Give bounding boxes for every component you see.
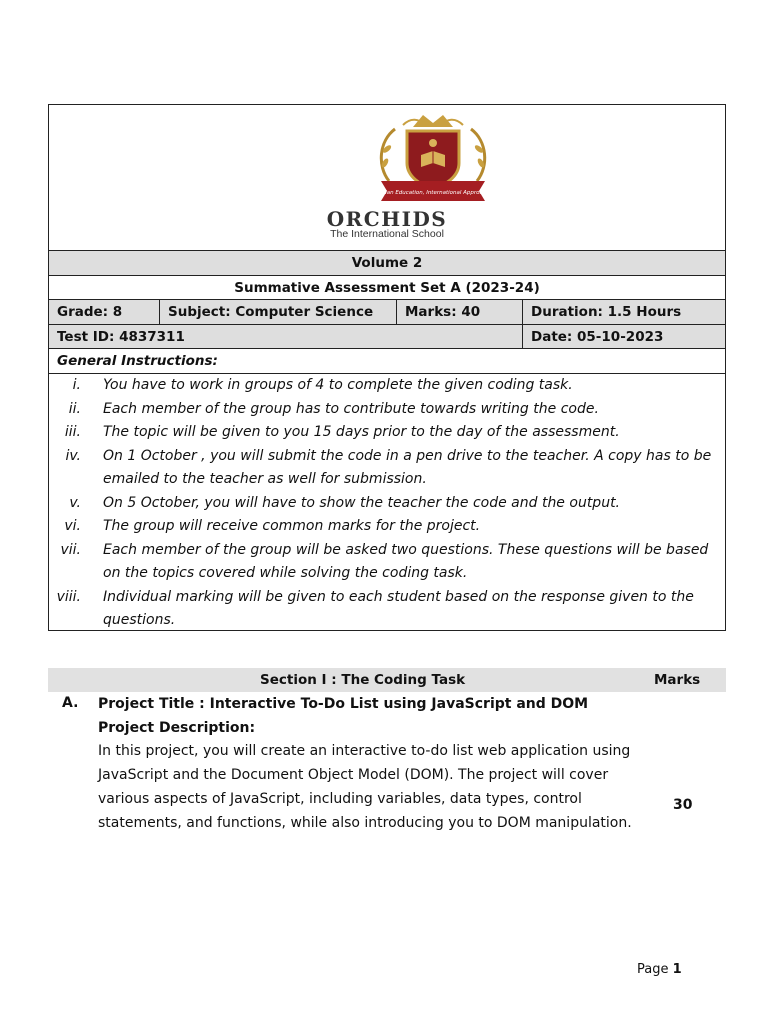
instruction-item bbox=[49, 374, 725, 398]
question-marks: 30 bbox=[673, 797, 693, 813]
instruction-text: You have to work in groups of 4 to complete the given coding task. bbox=[103, 377, 573, 393]
project-title: Project Title : Interactive To-Do List using JavaScript and DOM bbox=[98, 696, 589, 712]
instruction-item bbox=[49, 492, 725, 516]
project-description: In this project, you will create an interactive to-do list web application using JavaScript and the Document Object Model (DOM). The project will cover various aspects of JavaScript, including variables, data types, control statements, and functions, while also introducing you to DOM manipulation. bbox=[98, 743, 632, 831]
instruction-number: viii. bbox=[56, 588, 81, 605]
details-row bbox=[49, 300, 725, 325]
header-box bbox=[48, 104, 726, 631]
testid-row bbox=[49, 325, 725, 349]
page-number bbox=[637, 962, 682, 977]
assessment-row bbox=[49, 276, 725, 300]
instruction-text: Individual marking will be given to each student based on the response given to the questions. bbox=[103, 588, 694, 628]
instruction-text: The topic will be given to you 15 days prior to the day of the assessment. bbox=[103, 424, 620, 440]
school-name: ORCHIDS bbox=[326, 207, 448, 231]
instructions-list bbox=[49, 374, 725, 633]
instruction-number: ii. bbox=[68, 400, 81, 417]
instruction-number: iv. bbox=[65, 447, 81, 464]
instruction-item bbox=[49, 421, 725, 445]
instruction-item bbox=[49, 586, 725, 633]
subject-cell: Subject: Computer Science bbox=[159, 300, 396, 324]
instruction-item bbox=[49, 515, 725, 539]
marks-column-heading: Marks bbox=[654, 672, 701, 688]
instruction-text: The group will receive common marks for the project. bbox=[103, 518, 481, 534]
school-crest-logo bbox=[367, 111, 499, 207]
marks-cell: Marks: 40 bbox=[396, 300, 522, 324]
assessment-title: Summative Assessment Set A (2023-24) bbox=[234, 280, 540, 296]
instructions-heading-row bbox=[49, 349, 725, 374]
logo-area bbox=[49, 105, 725, 251]
duration-cell: Duration: 1.5 Hours bbox=[522, 300, 727, 324]
volume-label: Volume 2 bbox=[351, 255, 423, 271]
instruction-text: On 5 October, you will have to show the teacher the code and the output. bbox=[103, 494, 621, 511]
ribbon-text: Indian Education, International Approach bbox=[376, 190, 490, 196]
date-cell: Date: 05-10-2023 bbox=[522, 325, 727, 348]
instruction-item bbox=[49, 539, 725, 586]
instruction-item bbox=[49, 445, 725, 492]
grade-cell: Grade: 8 bbox=[57, 304, 123, 320]
instruction-text: Each member of the group has to contribute towards writing the code. bbox=[103, 400, 599, 417]
page-label: Page bbox=[637, 962, 669, 977]
instruction-number: iii. bbox=[64, 424, 81, 440]
instruction-item bbox=[49, 398, 725, 422]
question-letter: A. bbox=[62, 695, 79, 711]
instruction-number: i. bbox=[72, 377, 81, 393]
test-id-cell: Test ID: 4837311 bbox=[57, 329, 185, 345]
instructions-heading: General Instructions: bbox=[57, 353, 218, 369]
section-title: Section I : The Coding Task bbox=[260, 672, 466, 688]
section-header-bar bbox=[48, 668, 726, 692]
description-heading: Project Description: bbox=[98, 719, 256, 736]
instruction-text: On 1 October , you will submit the code in a pen drive to the teacher. A copy has to be emailed to the teacher as well for submission. bbox=[103, 447, 712, 487]
page-number-value: 1 bbox=[672, 962, 682, 977]
school-subtitle: The International School bbox=[330, 228, 444, 240]
instruction-number: vii. bbox=[60, 541, 81, 558]
volume-row bbox=[49, 251, 725, 276]
instruction-number: vi. bbox=[64, 518, 81, 534]
question-body bbox=[98, 693, 638, 835]
instruction-number: v. bbox=[69, 494, 81, 511]
instruction-text: Each member of the group will be asked two questions. These questions will be based on the topics covered while solving the coding task. bbox=[103, 541, 709, 581]
